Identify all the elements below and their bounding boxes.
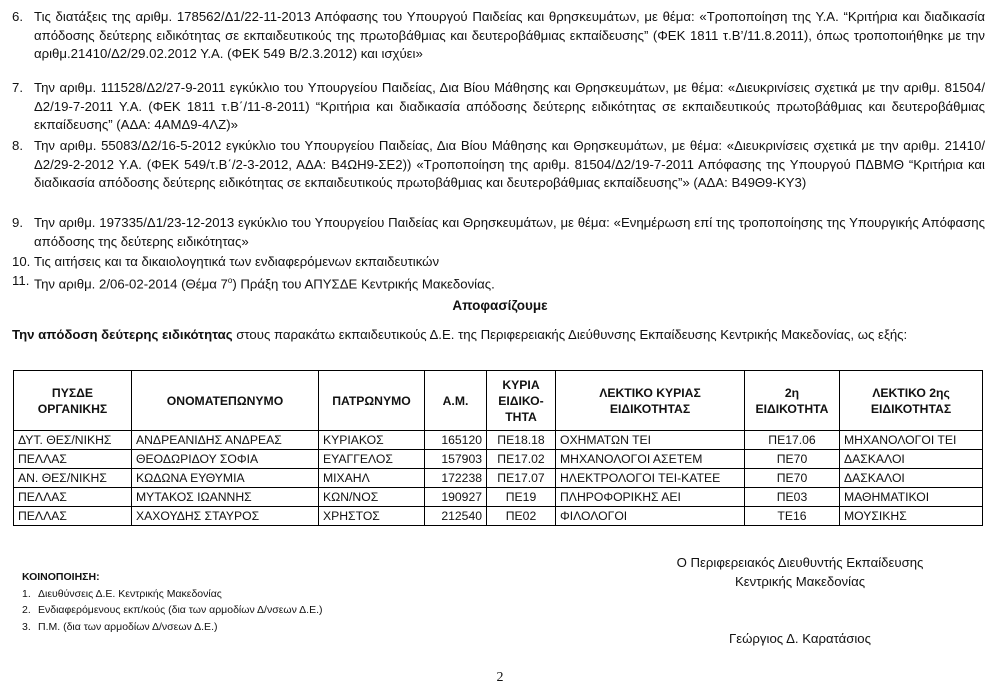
header-main-specialty-text: ΛΕΚΤΙΚΟ ΚΥΡΙΑΣ ΕΙΔΙΚΟΤΗΤΑΣ bbox=[556, 371, 745, 431]
table-row bbox=[14, 431, 983, 450]
reference-number: 8. bbox=[12, 138, 23, 153]
intro-rest: στους παρακάτω εκπαιδευτικούς Δ.Ε. της Περιφερειακής Διεύθυνσης Εκπαίδευσης Κεντρικής Μακεδονίας, ως εξής: bbox=[232, 327, 908, 342]
signature-name: Γεώργιος Δ. Καρατάσιος bbox=[728, 631, 872, 646]
cell-fullname: ΜΥΤΑΚΟΣ ΙΩΑΝΝΗΣ bbox=[132, 488, 319, 507]
cell-main-specialty-text: ΟΧΗΜΑΤΩΝ ΤΕΙ bbox=[556, 431, 745, 450]
cell-second-specialty-text: ΜΑΘΗΜΑΤΙΚΟΙ bbox=[840, 488, 983, 507]
cell-main-specialty-text: ΦΙΛΟΛΟΓΟΙ bbox=[556, 507, 745, 526]
reference-text: Την αριθμ. 55083/Δ2/16-5-2012 εγκύκλιο του Υπουργείου Παιδείας, Δια Βίου Μάθησης και Θρησκευμάτων, με θέμα: «Διευκρινίσεις σχετικά με την αριθμ. 21410/Δ2/29-2-2012 Υ.Α. (ΦΕΚ 549/τ.Β΄/2-3-2012, ΑΔΑ: Β4ΩΗ9-ΣΕ2)) «Τροποποίηση της αριθμ. 81504/Δ2/19-7-2011 Απόφασης της Υπουργού ΠΔΒΜΘ “Κριτήρια και διαδικασία απόδοσης δεύτερης ειδικότητας σε εκπαιδευτικούς πρωτοβάθμιας και δευτεροβάθμιας εκπαίδευσης”» (ΑΔΑ: Β49Θ9-ΚΥ3) bbox=[34, 138, 985, 190]
cell-second-specialty: ΠΕ03 bbox=[745, 488, 840, 507]
cell-main-specialty: ΠΕ19 bbox=[487, 488, 556, 507]
cell-patronymic: ΚΩΝ/ΝΟΣ bbox=[319, 488, 425, 507]
cell-am: 165120 bbox=[425, 431, 487, 450]
reference-text: Την αριθμ. 2/06-02-2014 (Θέμα $7^o$) Πράξη του ΑΠΥΣΔΕ Κεντρικής Μακεδονίας. bbox=[34, 276, 495, 292]
cell-main-specialty-text: ΗΛΕΚΤΡΟΛΟΓΟΙ ΤΕΙ-ΚΑΤΕΕ bbox=[556, 469, 745, 488]
cell-am: 212540 bbox=[425, 507, 487, 526]
reference-number: 11. bbox=[12, 273, 30, 288]
cell-am: 172238 bbox=[425, 469, 487, 488]
reference-text: Τις αιτήσεις και τα δικαιολογητικά των ενδιαφερόμενων εκπαιδευτικών bbox=[34, 254, 440, 269]
reference-number: 9. bbox=[12, 215, 23, 230]
cell-pysde: ΑΝ. ΘΕΣ/ΝΙΚΗΣ bbox=[14, 469, 132, 488]
intro-paragraph bbox=[12, 326, 985, 344]
signature-title-line2: Κεντρικής Μακεδονίας bbox=[734, 574, 866, 589]
reference-item-7 bbox=[12, 79, 985, 135]
cell-main-specialty-text: ΠΛΗΡΟΦΟΡΙΚΗΣ ΑΕΙ bbox=[556, 488, 745, 507]
cell-am: 190927 bbox=[425, 488, 487, 507]
notification-title: ΚΟΙΝΟΠΟΙΗΣΗ: bbox=[22, 571, 100, 583]
table-row bbox=[14, 450, 983, 469]
cell-second-specialty: ΠΕ70 bbox=[745, 469, 840, 488]
cell-fullname: ΑΝΔΡΕΑΝΙΔΗΣ ΑΝΔΡΕΑΣ bbox=[132, 431, 319, 450]
cell-second-specialty-text: ΔΑΣΚΑΛΟΙ bbox=[840, 469, 983, 488]
cell-second-specialty-text: ΔΑΣΚΑΛΟΙ bbox=[840, 450, 983, 469]
cell-patronymic: ΧΡΗΣΤΟΣ bbox=[319, 507, 425, 526]
table-header-row bbox=[14, 371, 983, 431]
cell-pysde: ΔΥΤ. ΘΕΣ/ΝΙΚΗΣ bbox=[14, 431, 132, 450]
cell-am: 157903 bbox=[425, 450, 487, 469]
cell-patronymic: ΜΙΧΑΗΛ bbox=[319, 469, 425, 488]
header-second-specialty-text: ΛΕΚΤΙΚΟ 2ης ΕΙΔΙΚΟΤΗΤΑΣ bbox=[840, 371, 983, 431]
notification-item: 1. Διευθύνσεις Δ.Ε. Κεντρικής Μακεδονίας bbox=[22, 587, 222, 600]
cell-second-specialty: ΠΕ17.06 bbox=[745, 431, 840, 450]
header-fullname: ΟΝΟΜΑΤΕΠΩΝΥΜΟ bbox=[132, 371, 319, 431]
cell-main-specialty-text: ΜΗΧΑΝΟΛΟΓΟΙ ΑΣΕΤΕΜ bbox=[556, 450, 745, 469]
cell-pysde: ΠΕΛΛΑΣ bbox=[14, 450, 132, 469]
reference-item-9 bbox=[12, 214, 985, 251]
notification-item: 2. Ενδιαφερόμενους εκπ/κούς (δια των αρμοδίων Δ/νσεων Δ.Ε.) bbox=[22, 604, 323, 616]
signature-title-line1: Ο Περιφερειακός Διευθυντής Εκπαίδευσης bbox=[676, 555, 924, 570]
reference-text: Την αριθμ. 111528/Δ2/27-9-2011 εγκύκλιο του Υπουργείου Παιδείας, Δια Βίου Μάθησης και Θρησκευμάτων, με θέμα: «Διευκρινίσεις σχετικά με την αριθμ. 81504/Δ2/19-7-2011 Υ.Α. (ΦΕΚ 1811 τ.Β΄/11-8-2011) “Κριτήρια και διαδικασία απόδοσης δεύτερης ειδικότητας σε εκπαιδευτικούς πρωτοβάθμιας και δευτεροβάθμιας εκπαίδευσης” (ΑΔΑ: 4ΑΜΔ9-4ΛΖ)» bbox=[34, 80, 985, 132]
header-am: Α.Μ. bbox=[425, 371, 487, 431]
reference-item-10 bbox=[12, 253, 985, 272]
reference-item-8 bbox=[12, 137, 985, 193]
cell-fullname: ΧΑΧΟΥΔΗΣ ΣΤΑΥΡΟΣ bbox=[132, 507, 319, 526]
cell-second-specialty: ΤΕ16 bbox=[745, 507, 840, 526]
decision-heading: Αποφασίζουμε bbox=[452, 298, 548, 313]
cell-second-specialty-text: ΜΟΥΣΙΚΗΣ bbox=[840, 507, 983, 526]
cell-main-specialty: ΠΕ02 bbox=[487, 507, 556, 526]
reference-number: 7. bbox=[12, 80, 23, 95]
intro-bold: Την απόδοση δεύτερης ειδικότητας bbox=[12, 327, 233, 342]
notification-item: 3. Π.Μ. (δια των αρμοδίων Δ/νσεων Δ.Ε.) bbox=[22, 620, 218, 633]
table-row bbox=[14, 469, 983, 488]
notification-block bbox=[22, 569, 323, 635]
second-specialty-table bbox=[13, 370, 983, 526]
cell-patronymic: ΚΥΡΙΑΚΟΣ bbox=[319, 431, 425, 450]
reference-item-11 bbox=[12, 272, 985, 294]
reference-item-6 bbox=[12, 8, 985, 64]
reference-number: 10. bbox=[12, 254, 31, 269]
cell-pysde: ΠΕΛΛΑΣ bbox=[14, 507, 132, 526]
reference-text: Την αριθμ. 197335/Δ1/23-12-2013 εγκύκλιο του Υπουργείου Παιδείας και Θρησκευμάτων, με θέμα: «Ενημέρωση επί της τροποποίησης της Υπουργικής Απόφασης απόδοσης της δεύτερης ειδικότητας» bbox=[34, 215, 985, 249]
cell-pysde: ΠΕΛΛΑΣ bbox=[14, 488, 132, 507]
cell-main-specialty: ΠΕ17.07 bbox=[487, 469, 556, 488]
table-row bbox=[14, 488, 983, 507]
table-row bbox=[14, 507, 983, 526]
header-pysde: ΠΥΣΔΕ ΟΡΓΑΝΙΚΗΣ bbox=[14, 371, 132, 431]
cell-main-specialty: ΠΕ18.18 bbox=[487, 431, 556, 450]
header-second-specialty: 2η ΕΙΔΙΚΟΤΗΤΑ bbox=[745, 371, 840, 431]
cell-fullname: ΚΩΔΩΝΑ ΕΥΘΥΜΙΑ bbox=[132, 469, 319, 488]
cell-patronymic: ΕΥΑΓΓΕΛΟΣ bbox=[319, 450, 425, 469]
page-number: 2 bbox=[496, 670, 504, 685]
cell-second-specialty-text: ΜΗΧΑΝΟΛΟΓΟΙ ΤΕΙ bbox=[840, 431, 983, 450]
cell-second-specialty: ΠΕ70 bbox=[745, 450, 840, 469]
header-patronymic: ΠΑΤΡΩΝΥΜΟ bbox=[319, 371, 425, 431]
reference-number: 6. bbox=[12, 9, 23, 24]
cell-main-specialty: ΠΕ17.02 bbox=[487, 450, 556, 469]
cell-fullname: ΘΕΟΔΩΡΙΔΟΥ ΣΟΦΙΑ bbox=[132, 450, 319, 469]
reference-text: Τις διατάξεις της αριθμ. 178562/Δ1/22-11-2013 Απόφασης του Υπουργού Παιδείας και θρησκευμάτων, με θέμα: «Τροποποίηση της Υ.Α. “Κριτήρια και διαδικασία απόδοσης δεύτερης ειδικότητας σε εκπαιδευτικούς της πρωτοβάθμιας και δευτεροβάθμιας εκπαίδευσης” (ΦΕΚ 1811 τ.Β’/11.8.2011), όπως τροποποιήθηκε με την αριθμ.21410/Δ2/29.02.2012 Υ.Α. (ΦΕΚ 549 Β/2.3.2012) και ισχύει» bbox=[34, 9, 985, 61]
header-main-specialty: ΚΥΡΙΑ ΕΙΔΙΚΟ-ΤΗΤΑ bbox=[487, 371, 556, 431]
